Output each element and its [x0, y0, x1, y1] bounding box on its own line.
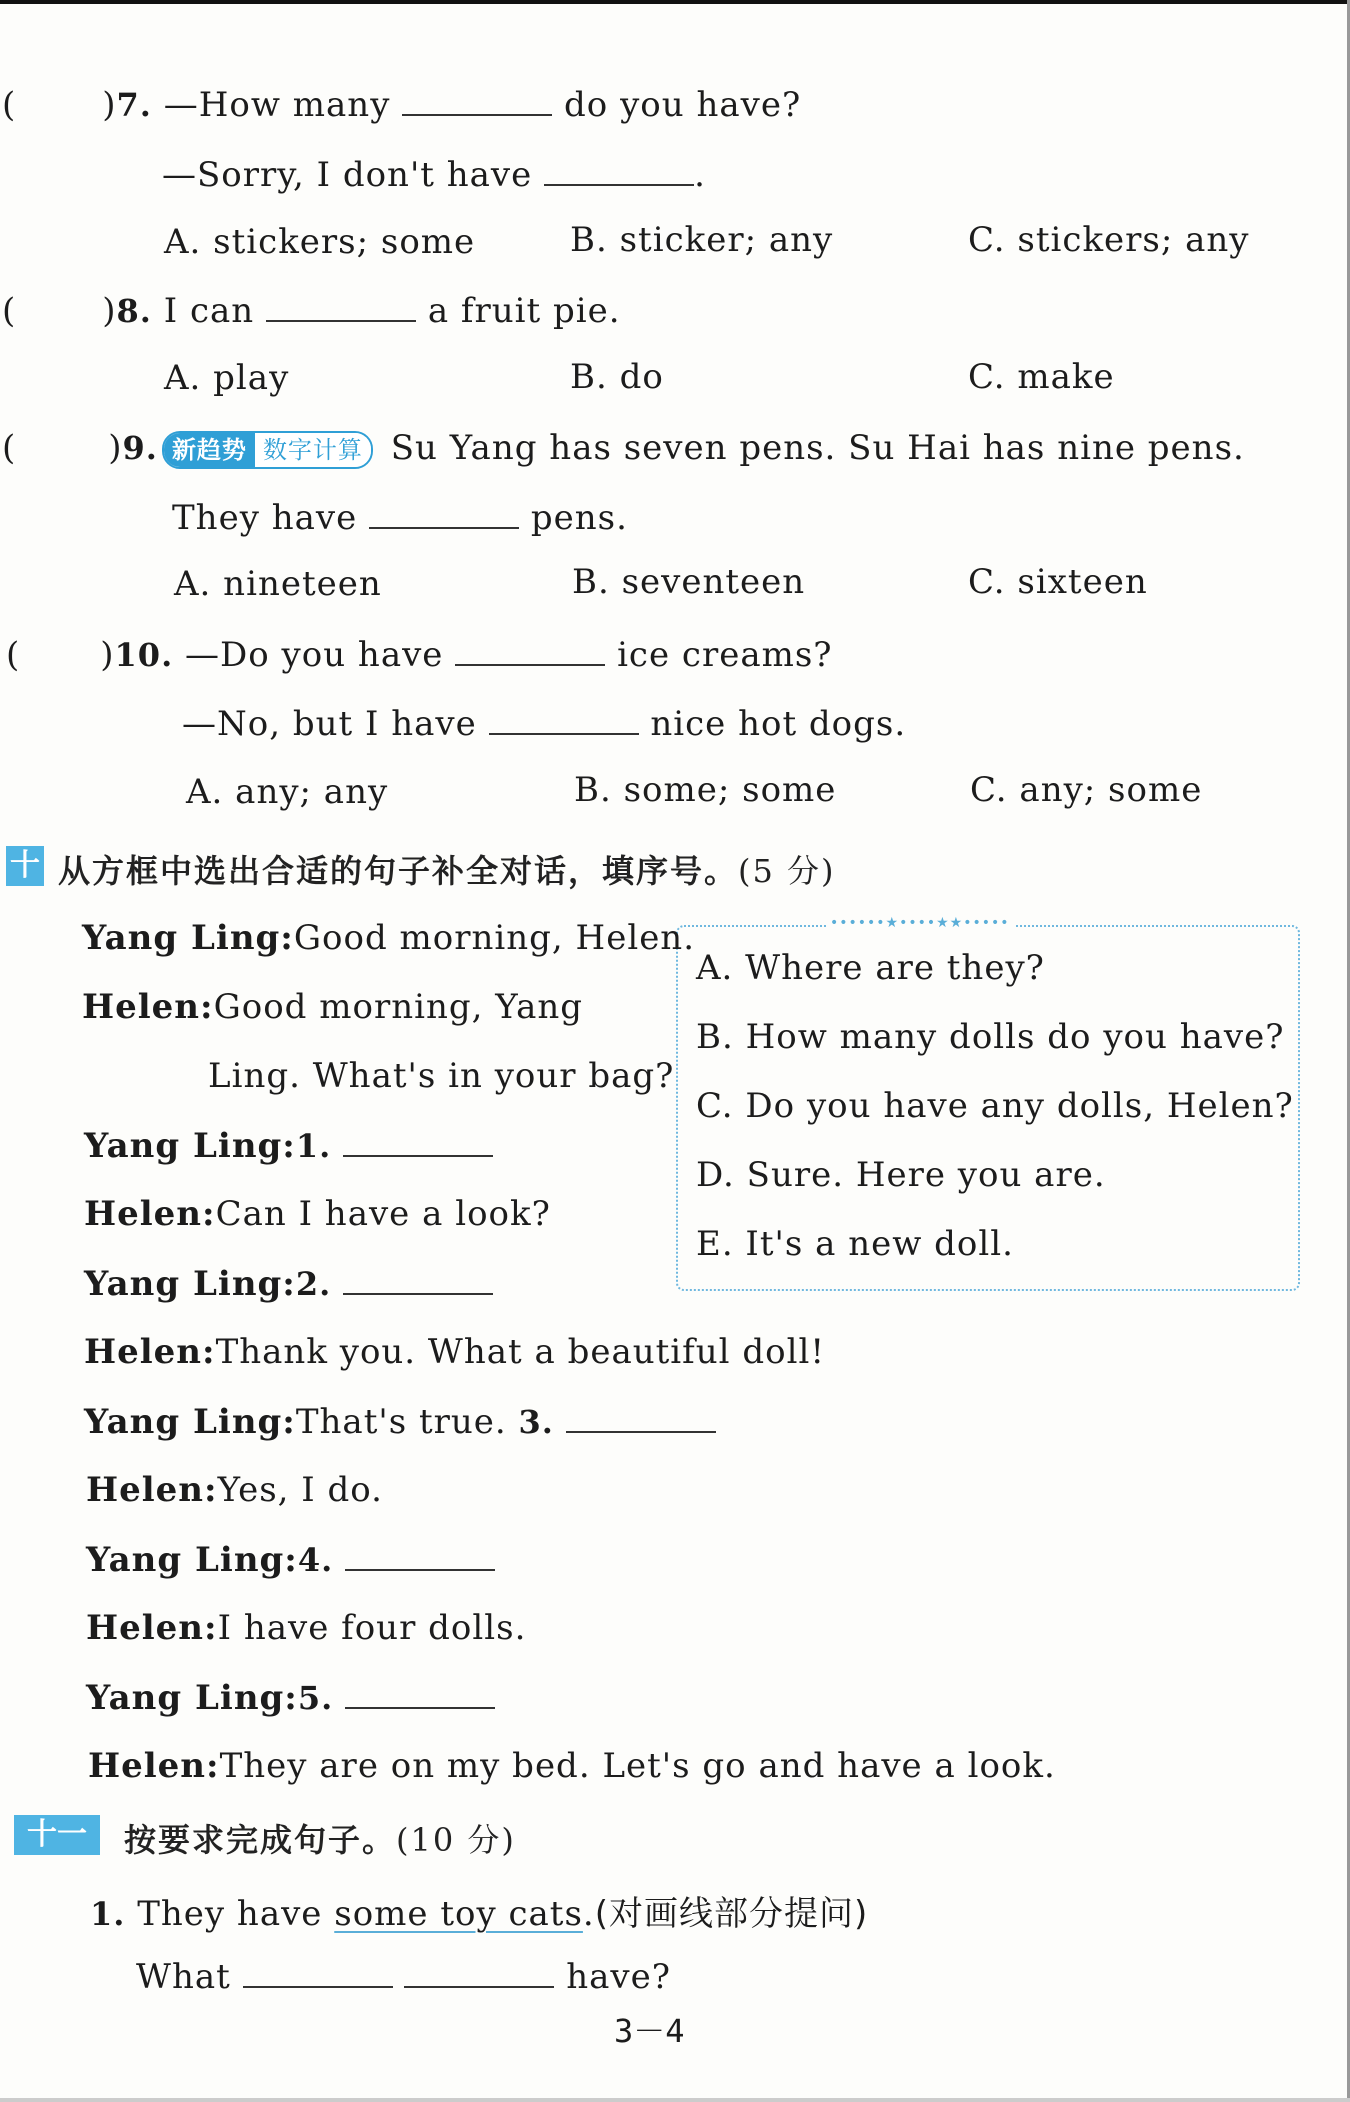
- answer-paren-close: ): [102, 291, 117, 331]
- q10-text-c: —No, but I have: [182, 704, 477, 744]
- s11-q1-note: (对画线部分提问): [594, 1894, 869, 1934]
- q9-row-2: [172, 497, 628, 538]
- q7-option-b[interactable]: B. sticker; any: [570, 220, 834, 260]
- decorative-stars: ••••••★••••★★•••••: [826, 915, 1014, 931]
- speaker-yang-ling: Yang Ling:: [82, 918, 294, 958]
- q8-blank[interactable]: [266, 290, 416, 322]
- answer-paren-close: ): [102, 85, 117, 125]
- q10-text-a: —Do you have: [185, 635, 444, 675]
- q9-blank[interactable]: [369, 497, 519, 529]
- question-number: 9.: [122, 429, 158, 467]
- section-11-icon: 十一: [14, 1815, 100, 1855]
- s11-q1-text-a: They have: [137, 1894, 323, 1934]
- answer-paren-open: (: [6, 635, 21, 675]
- section-10-icon: 十: [6, 846, 44, 886]
- speaker-helen: Helen:: [88, 1746, 220, 1786]
- option-e: E. It's a new doll.: [696, 1224, 1014, 1264]
- speaker-helen: Helen:: [82, 987, 214, 1027]
- bottom-edge: [0, 2098, 1350, 2102]
- q10-option-a[interactable]: A. any; any: [186, 772, 389, 812]
- line-text: Can I have a look?: [215, 1194, 551, 1234]
- blank-number: 4.: [297, 1541, 334, 1579]
- line-text: Yes, I do.: [217, 1470, 383, 1510]
- dialogue-line-7: [84, 1401, 716, 1442]
- page-number: 3－4: [614, 2012, 685, 2050]
- line-text: They are on my bed. Let's go and have a look.: [219, 1746, 1056, 1786]
- dialogue-line-2-cont: Ling. What's in your bag?: [208, 1056, 675, 1096]
- dialogue-blank-4[interactable]: [345, 1539, 495, 1571]
- q10-row-1: [6, 634, 833, 675]
- section-11-score: (10 分): [396, 1821, 516, 1859]
- section-11-heading: [124, 1815, 516, 1861]
- s11-q1-ans-b: have?: [566, 1957, 671, 1997]
- speaker-yang-ling: Yang Ling:: [84, 1402, 296, 1442]
- q7-blank-1[interactable]: [402, 84, 552, 116]
- option-b: B. How many dolls do you have?: [696, 1017, 1285, 1057]
- speaker-yang-ling: Yang Ling:: [86, 1678, 298, 1718]
- answer-paren-close: ): [100, 635, 115, 675]
- q8-option-c[interactable]: C. make: [968, 357, 1115, 397]
- s11-q1-blank-2[interactable]: [404, 1956, 554, 1988]
- answer-paren-open: (: [2, 85, 17, 125]
- dialogue-blank-5[interactable]: [345, 1677, 495, 1709]
- q9-text-b: They have: [172, 498, 358, 538]
- section-10-heading: [58, 846, 836, 892]
- q7-text-c: —Sorry, I don't have: [162, 155, 533, 195]
- trend-tag-topic: 数字计算: [255, 433, 371, 467]
- q9-text-c: pens.: [530, 498, 628, 538]
- speaker-helen: Helen:: [84, 1194, 216, 1234]
- s11-q1-underlined: some toy cats: [334, 1894, 583, 1934]
- section-11-title: 按要求完成句子。: [124, 1821, 397, 1859]
- trend-tag: [162, 431, 373, 469]
- dialogue-line-1: [82, 918, 695, 958]
- dialogue-blank-1[interactable]: [343, 1125, 493, 1157]
- dialogue-line-6: [84, 1332, 825, 1372]
- blank-number: 5.: [297, 1679, 334, 1717]
- dialogue-line-10: [86, 1608, 526, 1648]
- answer-paren-open: (: [2, 291, 17, 331]
- top-edge: [0, 0, 1350, 4]
- dialogue-line-4: [84, 1194, 551, 1234]
- dialogue-blank-2[interactable]: [343, 1263, 493, 1295]
- line-text: Good morning, Yang: [213, 987, 583, 1027]
- q7-text-d: .: [694, 155, 706, 195]
- option-a: A. Where are they?: [696, 948, 1045, 988]
- option-c: C. Do you have any dolls, Helen?: [696, 1086, 1294, 1126]
- line-text: That's true.: [295, 1402, 507, 1442]
- dialogue-line-12: [88, 1746, 1056, 1786]
- section-10-title: 从方框中选出合适的句子补全对话，填序号。: [58, 852, 739, 890]
- speaker-helen: Helen:: [86, 1608, 218, 1648]
- s11-q1-ans-a: What: [136, 1957, 231, 1997]
- q9-option-c[interactable]: C. sixteen: [968, 562, 1148, 602]
- trend-tag-label: 新趋势: [164, 433, 255, 467]
- dialogue-line-5: [84, 1263, 493, 1304]
- question-number: 10.: [114, 636, 174, 674]
- dialogue-line-3: [84, 1125, 493, 1166]
- blank-number: 2.: [295, 1265, 332, 1303]
- q8-text-a: I can: [163, 291, 255, 331]
- speaker-helen: Helen:: [84, 1332, 216, 1372]
- section-10-score: (5 分): [738, 852, 836, 890]
- blank-number: 1.: [295, 1127, 332, 1165]
- answer-paren-close: ): [108, 428, 123, 468]
- answer-paren-open: (: [2, 428, 17, 468]
- q9-row-1: [2, 428, 1245, 469]
- q9-option-b[interactable]: B. seventeen: [572, 562, 806, 602]
- q9-text-a: Su Yang has seven pens. Su Hai has nine pens.: [390, 428, 1245, 468]
- speaker-helen: Helen:: [86, 1470, 218, 1510]
- q7-option-c[interactable]: C. stickers; any: [968, 220, 1250, 260]
- speaker-yang-ling: Yang Ling:: [84, 1126, 296, 1166]
- line-text: Good morning, Helen.: [293, 918, 696, 958]
- dialogue-line-11: [86, 1677, 495, 1718]
- q10-option-c[interactable]: C. any; some: [970, 770, 1203, 810]
- q10-blank-2[interactable]: [489, 703, 639, 735]
- s11-q1-answer-row: [136, 1956, 671, 1997]
- dialogue-line-9: [86, 1539, 495, 1580]
- q10-text-b: ice creams?: [617, 635, 833, 675]
- q10-option-b[interactable]: B. some; some: [574, 770, 837, 810]
- q7-blank-2[interactable]: [544, 154, 694, 186]
- q9-option-a[interactable]: A. nineteen: [174, 564, 382, 604]
- q7-row-1: [2, 84, 801, 125]
- q10-text-d: nice hot dogs.: [650, 704, 907, 744]
- q7-option-a[interactable]: A. stickers; some: [164, 222, 476, 262]
- q7-text-b: do you have?: [564, 85, 802, 125]
- question-number: 1.: [90, 1895, 126, 1933]
- q8-option-a[interactable]: A. play: [164, 358, 290, 398]
- q10-blank-1[interactable]: [455, 634, 605, 666]
- blank-number: 3.: [518, 1403, 554, 1441]
- q7-row-2: [162, 154, 706, 195]
- s11-q1-blank-1[interactable]: [243, 1956, 393, 1988]
- q8-text-b: a fruit pie.: [427, 291, 621, 331]
- q8-row-1: [2, 290, 621, 331]
- q10-row-2: [182, 703, 906, 744]
- dialogue-line-2: [82, 987, 583, 1027]
- dialogue-line-8: [86, 1470, 383, 1510]
- q8-option-b[interactable]: B. do: [570, 357, 664, 397]
- line-text: I have four dolls.: [217, 1608, 527, 1648]
- speaker-yang-ling: Yang Ling:: [84, 1264, 296, 1304]
- s11-q1-text-b: .: [582, 1894, 595, 1934]
- question-number: 7.: [116, 86, 152, 124]
- option-d: D. Sure. Here you are.: [696, 1155, 1106, 1195]
- s11-q1-row: [90, 1886, 868, 1935]
- question-number: 8.: [116, 292, 152, 330]
- speaker-yang-ling: Yang Ling:: [86, 1540, 298, 1580]
- q7-text-a: —How many: [163, 85, 391, 125]
- dialogue-blank-3[interactable]: [566, 1401, 716, 1433]
- line-text: Thank you. What a beautiful doll!: [215, 1332, 825, 1372]
